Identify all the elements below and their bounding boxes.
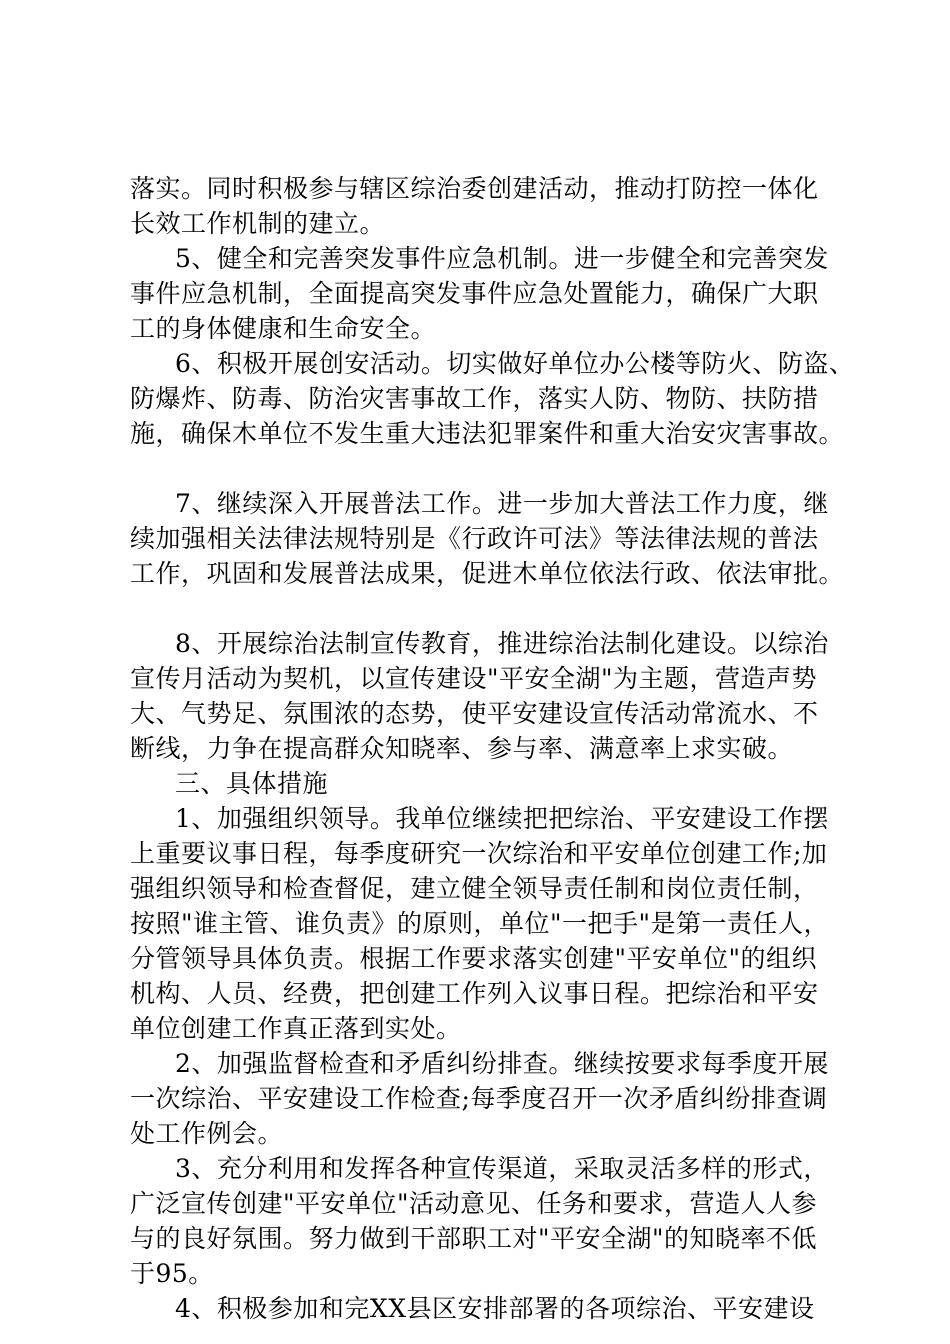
text-line: 大、气势足、氛围浓的态势，使平安建设宣传活动常流水、不	[130, 699, 819, 728]
paragraph-6-start: 6、积极开展创安活动。切实做好单位办公楼等防火、防盗、	[175, 349, 855, 378]
text-line: 于95。	[130, 1259, 214, 1288]
measure-3-start: 3、充分利用和发挥各种宣传渠道，采取灵活多样的形式，	[175, 1154, 829, 1183]
text-line: 落实。同时积极参与辖区综治委创建活动，推动打防控一体化	[130, 174, 819, 203]
text-line: 施，确保木单位不发生重大违法犯罪案件和重大治安灾害事故。	[130, 419, 845, 448]
text-line: 工的身体健康和生命安全。	[130, 314, 437, 343]
text-line: 一次综治、平安建设工作检查;每季度召开一次矛盾纠纷排查调	[130, 1084, 828, 1113]
text-line: 上重要议事日程，每季度研究一次综治和平安单位创建工作;加	[130, 839, 828, 868]
text-line: 强组织领导和检查督促，建立健全领导责任制和岗位责任制，	[130, 874, 819, 903]
text-line: 长效工作机制的建立。	[130, 209, 386, 238]
text-line: 与的良好氛围。努力做到干部职工对"平安全湖"的知晓率不低	[130, 1224, 818, 1253]
text-line: 机构、人员、经费，把创建工作列入议事日程。把综治和平安	[130, 979, 819, 1008]
text-line: 宣传月活动为契机，以宣传建设"平安全湖"为主题，营造声势	[130, 664, 818, 693]
text-line: 单位创建工作真正落到实处。	[130, 1014, 462, 1043]
paragraph-5-start: 5、健全和完善突发事件应急机制。进一步健全和完善突发	[175, 244, 829, 273]
text-line: 处工作例会。	[130, 1119, 284, 1148]
text-line: 广泛宣传创建"平安单位"活动意见、任务和要求，营造人人参	[130, 1189, 818, 1218]
text-line: 事件应急机制，全面提高突发事件应急处置能力，确保广大职	[130, 279, 819, 308]
paragraph-8-start: 8、开展综治法制宣传教育，推进综治法制化建设。以综治	[175, 629, 829, 658]
text-line: 工作，巩固和发展普法成果，促进木单位依法行政、依法审批。	[130, 559, 845, 588]
measure-1-start: 1、加强组织领导。我单位继续把把综治、平安建设工作摆	[175, 804, 829, 833]
measure-2-start: 2、加强监督检查和矛盾纠纷排查。继续按要求每季度开展	[175, 1049, 829, 1078]
text-line: 续加强相关法律法规特别是《行政许可法》等法律法规的普法	[130, 524, 819, 553]
text-line: 防爆炸、防毒、防治灾害事故工作，落实人防、物防、扶防措	[130, 384, 819, 413]
text-line: 断线，力争在提高群众知晓率、参与率、满意率上求实破。	[130, 734, 794, 763]
text-line: 分管领导具体负责。根据工作要求落实创建"平安单位"的组织	[130, 944, 818, 973]
measure-4-start: 4、积极参加和完XX县区安排部署的各项综治、平安建设	[175, 1294, 815, 1323]
paragraph-7-start: 7、继续深入开展普法工作。进一步加大普法工作力度，继	[175, 489, 829, 518]
text-line: 按照"谁主管、谁负责》的原则，单位"一把手"是第一责任人，	[130, 909, 829, 938]
section-heading: 三、具体措施	[175, 769, 329, 798]
